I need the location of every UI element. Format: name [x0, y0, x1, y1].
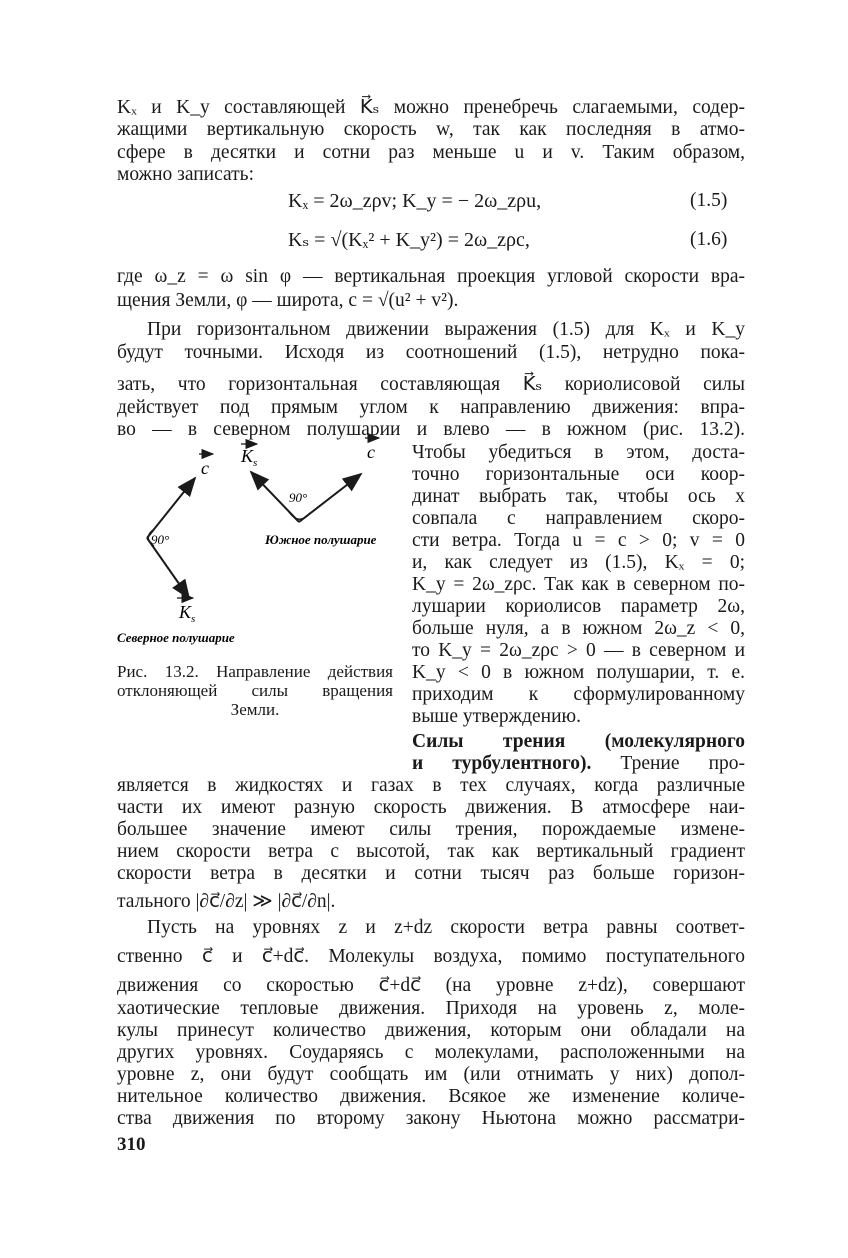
angle-label-south: 90° [289, 490, 308, 505]
text-fragment: Трение про- [591, 753, 745, 774]
text-line: нием скорости ветра с высотой, так как вертикальный градиент [117, 841, 745, 862]
label-c-south: c [367, 442, 375, 462]
text-line: K_y < 0 в южном полушарии, т. е. [412, 662, 745, 683]
equation-1-6: Kₛ = √(Kₓ² + K_y²) = 2ω_zρc, [288, 229, 530, 251]
text-line: является в жидкостях и газах в тех случаях, когда различные [117, 775, 745, 796]
text-line: Kₓ и K_y составляющей K⃗ₛ можно пренебречь слагаемыми, содер- [117, 97, 745, 118]
section-heading-line [412, 731, 745, 753]
page-number: 310 [117, 1134, 146, 1155]
text-line: тального |∂c⃗/∂z| ≫ |∂c⃗/∂n|. [117, 891, 336, 912]
text-line: большее значение имеют силы трения, порождаемые измене- [117, 819, 745, 840]
text-line: При горизонтальном движении выражения (1.5) для Kₓ и K_y [147, 319, 745, 340]
coriolis-arrow-north [147, 538, 189, 598]
text-line: действует под прямым углом к направлению движения: впра- [117, 397, 745, 418]
text-line: Пусть на уровнях z и z+dz скорости ветра равны соответ- [147, 917, 745, 938]
text-line: хаотические тепловые движения. Приходя на уровень z, моле- [117, 998, 745, 1019]
text-line: динат выбрать так, чтобы ось x [412, 486, 745, 507]
text-line: точно горизонтальные оси коор- [412, 464, 745, 485]
text-line: зать, что горизонтальная составляющая K⃗ₛ кориолисовой силы [117, 374, 745, 395]
section-heading: Силы трения (молекулярного [412, 731, 745, 752]
section-heading-line [412, 753, 745, 775]
text-line: кулы принесут количество движения, которым они обладали на [117, 1020, 745, 1041]
svg-text:s: s [253, 457, 258, 469]
text-line: будут точными. Исходя из соотношений (1.5), нетрудно пока- [117, 342, 745, 363]
label-ks-south: K [241, 446, 254, 466]
text-line: жащими вертикальную скорость w, так как последняя в атмо- [117, 119, 745, 140]
equation-number: (1.5) [690, 190, 728, 211]
text-line: Чтобы убедиться в этом, доста- [412, 442, 745, 463]
north-hemisphere-label: Северное полушарие [117, 630, 235, 645]
text-line: и, как следует из (1.5), Kₓ = 0; [412, 552, 745, 573]
text-line: во — в северном полушарии и влево — в южном (рис. 13.2). [117, 419, 745, 440]
text-line: выше утверждению. [412, 706, 581, 727]
caption-line: отклоняющей силы вращения [117, 681, 393, 700]
text-line: приходим к сформулированному [412, 684, 745, 705]
figure-coriolis-diagram [117, 430, 397, 655]
caption-line: Земли. [230, 700, 280, 719]
text-line: сти ветра. Тогда u = c > 0; v = 0 [412, 530, 745, 551]
section-heading: и турбулентного). [412, 753, 592, 774]
text-line: уровне z, они будут сообщать им (или отнимать у них) допол- [117, 1064, 745, 1085]
label-ks-north: K [179, 602, 192, 622]
text-line: части их имеют разную скорость движения. В атмосфере наи- [117, 797, 745, 818]
right-angle-south [289, 512, 310, 519]
label-c-north: c [201, 458, 209, 478]
angle-label-north: 90° [151, 532, 170, 547]
south-hemisphere-label: Южное полушарие [265, 532, 377, 547]
text-line: K_y = 2ω_zρc. Так как в северном по- [412, 574, 745, 595]
text-line: можно записать: [117, 164, 254, 185]
text-line: скорости ветра в десятки и сотни тысяч раз больше горизон- [117, 863, 745, 884]
text-line: где ω_z = ω sin φ — вертикальная проекция угловой скорости вра- [117, 266, 745, 287]
text-line: ства движения по второму закону Ньютона можно рассматри- [117, 1108, 745, 1129]
text-line: движения со скоростью c⃗+dc⃗ (на уровне z+dz), совершают [117, 975, 745, 996]
text-line: сфере в десятки и сотни раз меньше u и v. Таким образом, [117, 142, 745, 163]
text-line: совпала с направлением скоро- [412, 508, 745, 529]
text-line: лушарии кориолисов параметр 2ω, [412, 596, 745, 617]
velocity-arrow-north [147, 478, 195, 538]
text-line: ственно c⃗ и c⃗+dc⃗. Молекулы воздуха, помимо поступательного [117, 946, 745, 967]
text-line: щения Земли, φ — широта, c = √(u² + v²). [117, 290, 459, 311]
text-line: других уровнях. Соударяясь с молекулами, расположенными на [117, 1042, 745, 1063]
text-line: то K_y = 2ω_zρc > 0 — в северном и [412, 640, 745, 661]
text-line: нительное количество движения. Всякое же изменение количе- [117, 1086, 745, 1107]
caption-line: Рис. 13.2. Направление действия [117, 662, 393, 681]
svg-text:s: s [191, 613, 196, 625]
text-line: больше нуля, а в южном 2ω_z < 0, [412, 618, 745, 639]
equation-number: (1.6) [690, 229, 728, 250]
equation-1-5: Kₓ = 2ω_zρv; K_y = − 2ω_zρu, [288, 190, 542, 212]
